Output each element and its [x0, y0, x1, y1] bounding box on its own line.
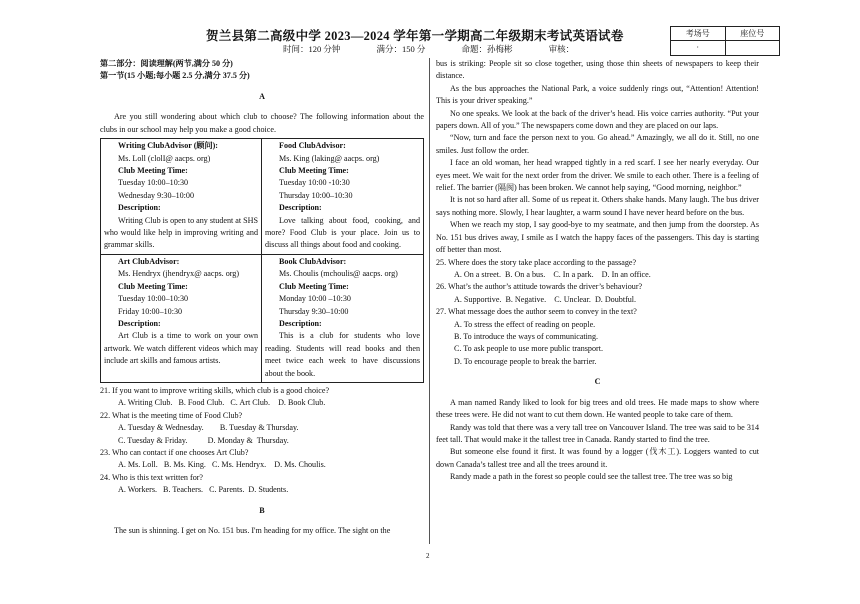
club-name: Art ClubAdvisor: [118, 256, 180, 266]
question-options: A. Supportive. B. Negative. C. Unclear. D. Doubtful. [454, 294, 637, 304]
passage-b-paragraph: bus is striking: People sit so close together, using those thin sheets of newspapers to keep their distance. [436, 59, 759, 81]
passage-b-label: B [259, 505, 265, 515]
club-time-label: Club Meeting Time: [279, 166, 349, 176]
passage-b-paragraph: “Now, turn and face the person next to you. Go ahead.” Amazingly, we all do it. Still, no one smiles. Just follow the order. [436, 133, 759, 155]
exam-room-label: 考场号 [671, 27, 726, 40]
passage-b-paragraph: When we reach my stop, I say good-bye to my seatmate, and then jump from the doorstep. As No. 151 bus drives away, I smile as I watch the happy faces of the passengers. This day is starting off better than most. [436, 220, 759, 255]
club-table [100, 138, 424, 383]
exam-time: 时间：120 分钟 [283, 44, 341, 54]
question-options: A. Tuesday & Wednesday. B. Tuesday & Thursday. [118, 423, 299, 433]
club-time: Thursday 9:30–10:00 [279, 306, 349, 316]
club-desc: Love talking about food, cooking, and more? Food Club is your place. Join us to discuss all things about food and cooking. [265, 215, 420, 250]
club-name: Writing ClubAdvisor (顾问): [118, 141, 218, 151]
club-desc-label: Description: [118, 203, 161, 213]
passage-a-intro: Are you still wondering about which club to choose? The following information about the clubs in our school may help you make a good choice. [100, 112, 424, 134]
question-options: A. Writing Club. B. Food Club. C. Art Club. D. Book Club. [118, 398, 326, 408]
club-time-label: Club Meeting Time: [118, 281, 188, 291]
club-desc: Writing Club is open to any student at SHS who would like help in improving writing and grammar skills. [104, 215, 258, 250]
seat-number-label: 座位号 [740, 29, 765, 38]
passage-b-paragraph: As the bus approaches the National Park, a voice suddenly rings out, “Attention! Attention! This is your driver speaking.” [436, 83, 759, 106]
section-title: 第一节(15 小题;每小题 2.5 分,满分 37.5 分) [100, 71, 250, 81]
club-cell-writing [101, 139, 262, 255]
left-column [100, 58, 424, 538]
question-options: D. To encourage people to break the barrier. [454, 356, 597, 366]
exam-title: 贺兰县第二高级中学 2023—2024 学年第一学期高二年级期末考试英语试卷 [206, 29, 624, 43]
passage-c-paragraph: Randy was told that there was a very tall tree on Vancouver Island. The tree was said to be 314 feet tall. That would make it the tallest tree in Canada. Randy started to find the tree. [436, 422, 759, 444]
club-desc-label: Description: [279, 318, 322, 328]
club-advisor: Ms. Choulis (mchoulis@ aacps. org) [279, 269, 398, 279]
club-time: Tuesday 10:00 -10:30 [279, 178, 350, 188]
club-time: Tuesday 10:00–10:30 [118, 294, 189, 304]
club-name: Food ClubAdvisor: [279, 141, 346, 151]
seat-info-box [670, 26, 780, 56]
club-cell-book [262, 255, 423, 382]
question-21: 21. If you want to improve writing skills, which club is a good choice? [100, 385, 330, 395]
passage-b-paragraph: No one speaks. We look at the back of the driver’s head. His voice carries authority. “Put your papers down. All of you.” The newspapers come down and they are placed on our laps. [436, 108, 759, 131]
club-time: Monday 10:00 –10:30 [279, 294, 351, 304]
exam-reviewer: 审核： [548, 44, 575, 54]
question-22: 22. What is the meeting time of Food Club? [100, 410, 243, 420]
club-advisor: Ms. Loll (clolI@ aacps. org) [118, 153, 211, 163]
question-options: A. Ms. Loll. B. Ms. King. C. Ms. Hendryx. D. Ms. Choulis. [118, 460, 326, 470]
club-time: Wednesday 9:30–10:00 [118, 190, 195, 200]
right-column [436, 58, 759, 484]
question-24: 24. Who is this text written for? [100, 472, 204, 482]
question-27: 27. What message does the author seem to convey in the text? [436, 307, 637, 317]
question-options: A. Workers. B. Teachers. C. Parents. D. Students. [118, 485, 289, 495]
club-cell-art [101, 255, 262, 382]
club-desc-label: Description: [118, 318, 161, 328]
club-time: Thursday 10:00–10:30 [279, 190, 353, 200]
club-advisor: Ms. King (laking@ aacps. org) [279, 153, 380, 163]
club-name: Book ClubAdvisor: [279, 256, 347, 266]
part-title: 第二部分：阅读理解(两节,满分 50 分) [100, 59, 233, 68]
page-number: 2 [426, 552, 430, 560]
passage-b-start: The sun is shinning. I get on No. 151 bus. I'm heading for my office. The sight on the [114, 526, 391, 536]
exam-meta [283, 43, 703, 55]
passage-a-label: A [259, 91, 265, 101]
question-options: B. To introduce the ways of communicating. [454, 331, 599, 341]
passage-b-paragraph: I face an old woman, her head wrapped tightly in a red scarf. I see her nearly everyday. Our eyes meet. We wait for the next order from the driver. We smile to each other. There is a feeling of relief. The barrier (隔阂) has been broken. We cannot help saying, “Good morning, neighbor.” [436, 158, 759, 193]
club-desc-label: Description: [279, 203, 322, 213]
question-23: 23. Who can contact if one chooses Art Club? [100, 447, 249, 457]
club-desc: This is a club for students who love reading. Students will read books and then meet twice each week to have discussions about the book. [265, 331, 420, 378]
passage-c-label: C [594, 377, 601, 387]
club-time-label: Club Meeting Time: [279, 281, 349, 291]
club-cell-food [262, 139, 423, 255]
exam-room-value: · [671, 41, 726, 55]
exam-setter: 命题：孙梅彬 [461, 44, 513, 54]
club-time: Friday 10:00–10:30 [118, 306, 183, 316]
question-25: 25. Where does the story take place according to the passage? [436, 257, 637, 267]
passage-c-paragraph: But someone else found it first. It was found by a logger (伐木工). Loggers wanted to cut down Canada’s tallest tree and all the trees around it. [436, 447, 759, 469]
column-divider [429, 58, 430, 544]
question-options: A. To stress the effect of reading on people. [454, 319, 596, 329]
question-options: C. Tuesday & Friday. D. Monday & Thursday. [118, 435, 289, 445]
club-advisor: Ms. Hendryx (jhendryx@ aacps. org) [118, 269, 240, 279]
seat-number-value [726, 41, 780, 55]
passage-c-paragraph: A man named Randy liked to look for big trees and old trees. He made maps to show where these trees were. He did not want to cut them down. He wanted people to take care of them. [436, 397, 759, 420]
club-time: Tuesday 10:00–10:30 [118, 178, 189, 188]
club-desc: Art Club is a time to work on your own artwork. We watch different videos which may include art skills and famous artists. [104, 331, 258, 366]
club-time-label: Club Meeting Time: [118, 166, 188, 176]
question-26: 26. What’s the author’s attitude towards the driver’s behaviour? [436, 282, 643, 292]
question-options: A. On a street. B. On a bus. C. In a park. D. In an office. [454, 269, 651, 279]
passage-b-paragraph: It is not so hard after all. Some of us repeat it. Others shake hands. Many laugh. The bus driver says nothing more. Slowly, I hear laughter, a warm sound I have never heard before on the bus. [436, 195, 759, 217]
exam-score: 满分：150 分 [376, 44, 426, 54]
question-options: C. To ask people to use more public transport. [454, 344, 603, 354]
passage-c-paragraph: Randy made a path in the forest so people could see the tallest tree. The tree was so big [450, 472, 733, 482]
